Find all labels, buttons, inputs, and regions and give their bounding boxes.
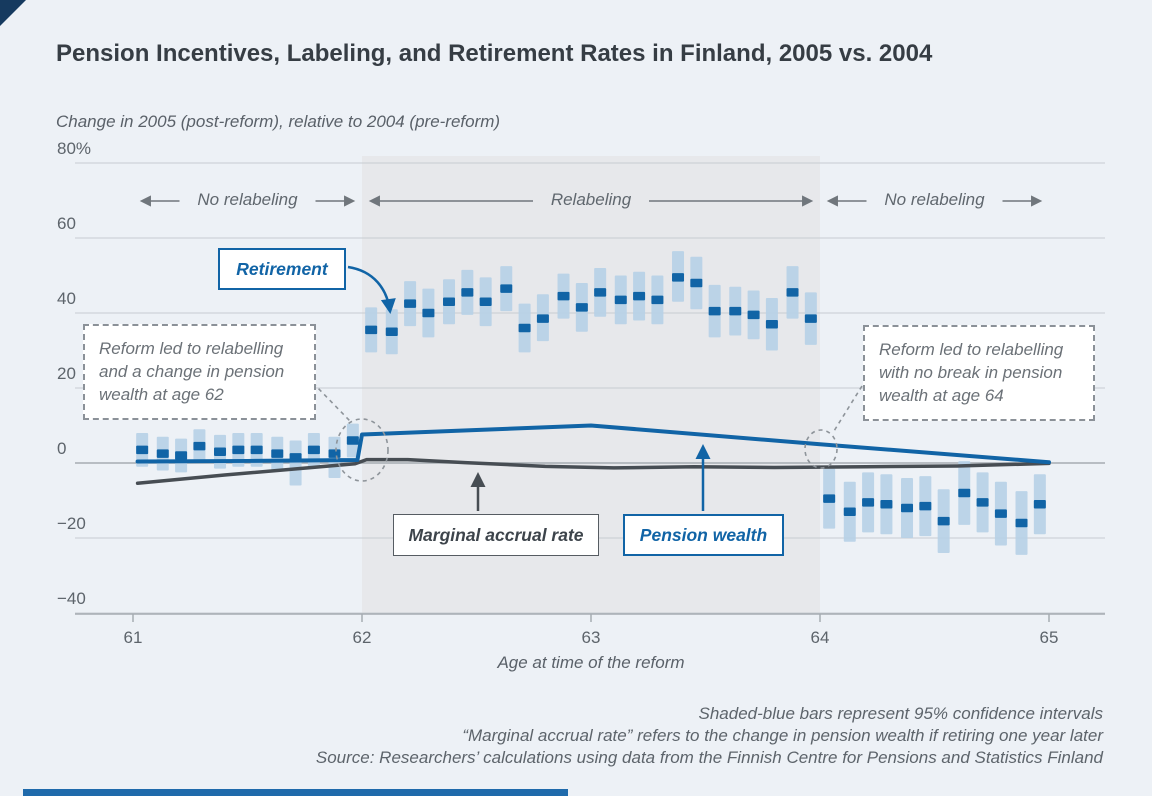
retirement-marker — [365, 326, 377, 335]
retirement-marker — [844, 508, 856, 517]
retirement-marker — [901, 504, 913, 513]
retirement-marker — [461, 288, 473, 297]
retirement-marker — [729, 307, 741, 316]
region-label: Relabeling — [550, 190, 632, 209]
bottom-accent-bar — [23, 789, 568, 796]
retirement-marker — [995, 509, 1007, 518]
retirement-marker — [329, 449, 341, 458]
retirement-marker — [175, 451, 187, 460]
age64-annotation-box: Reform led to relabelling with no break in pension wealth at age 64 — [863, 325, 1095, 421]
retirement-marker — [690, 279, 702, 288]
age62-connector-line — [313, 383, 350, 421]
y-tick-label: −40 — [57, 589, 86, 608]
y-tick-label: 20 — [57, 364, 76, 383]
footnote-line: Source: Researchers’ calculations using data from the Finnish Centre for Pensions and Statistics Finland — [315, 748, 1103, 767]
x-tick-label: 63 — [581, 628, 601, 647]
retirement-marker — [422, 309, 434, 318]
retirement-marker — [136, 446, 148, 455]
region-label: No relabeling — [884, 190, 985, 209]
y-tick-label: −20 — [57, 514, 86, 533]
retirement-marker — [576, 303, 588, 312]
retirement-marker — [271, 449, 283, 458]
retirement-marker — [919, 502, 931, 511]
retirement-callout — [218, 248, 346, 290]
retirement-marker — [977, 498, 989, 507]
retirement-marker — [1034, 500, 1046, 509]
retirement-marker — [519, 324, 531, 333]
figure-title: Pension Incentives, Labeling, and Retirement Rates in Finland, 2005 vs. 2004 — [56, 40, 933, 67]
retirement-marker — [958, 489, 970, 498]
retirement-marker — [748, 311, 760, 320]
retirement-callout-label: Retirement — [236, 258, 328, 279]
retirement-marker — [633, 292, 645, 301]
retirement-marker — [537, 314, 549, 323]
y-tick-label: 0 — [57, 439, 67, 458]
corner-accent-triangle — [0, 0, 26, 26]
retirement-marker — [787, 288, 799, 297]
y-tick-label: 60 — [57, 214, 76, 233]
marginal-accrual-callout-label: Marginal accrual rate — [408, 524, 584, 545]
retirement-marker — [232, 446, 244, 455]
y-tick-label: 40 — [57, 289, 76, 308]
x-tick-label: 64 — [810, 628, 830, 647]
retirement-marker — [558, 292, 570, 301]
footnotes — [316, 703, 1103, 769]
x-tick-label: 61 — [123, 628, 143, 647]
retirement-marker — [251, 446, 263, 455]
marginal-accrual-callout — [393, 514, 599, 556]
retirement-marker — [938, 517, 950, 526]
retirement-marker — [347, 436, 359, 445]
retirement-marker — [1016, 519, 1028, 528]
x-tick-label: 62 — [352, 628, 372, 647]
footnote-line: “Marginal accrual rate” refers to the change in pension wealth if retiring one year later — [462, 726, 1103, 745]
retirement-marker — [615, 296, 627, 305]
retirement-marker — [193, 442, 205, 451]
retirement-marker — [805, 314, 817, 323]
x-axis-title: Age at time of the reform — [497, 653, 685, 672]
retirement-marker — [308, 446, 320, 455]
ci-bar — [290, 441, 302, 486]
retirement-marker — [480, 298, 492, 307]
retirement-marker — [386, 328, 398, 337]
retirement-marker — [443, 298, 455, 307]
retirement-marker — [672, 273, 684, 282]
retirement-marker — [766, 320, 778, 329]
retirement-marker — [880, 500, 892, 509]
retirement-marker — [404, 299, 416, 308]
y-axis-caption: Change in 2005 (post-reform), relative to 2004 (pre-reform) — [56, 112, 501, 131]
retirement-marker — [709, 307, 721, 316]
age64-connector-line — [834, 386, 862, 431]
retirement-marker — [823, 494, 835, 503]
region-label: No relabeling — [197, 190, 298, 209]
retirement-marker — [214, 448, 226, 457]
x-tick-label: 65 — [1039, 628, 1059, 647]
retirement-marker — [862, 498, 874, 507]
pension-wealth-callout — [623, 514, 784, 556]
age62-annotation-box: Reform led to relabelling and a change in pension wealth at age 62 — [83, 324, 316, 420]
pension-wealth-callout-label: Pension wealth — [639, 524, 768, 545]
y-tick-label: 80% — [57, 139, 92, 158]
footnote-line: Shaded-blue bars represent 95% confidence intervals — [698, 704, 1103, 723]
retirement-marker — [651, 296, 663, 305]
retirement-marker — [157, 449, 169, 458]
retirement-marker — [500, 284, 512, 293]
retirement-marker — [594, 288, 606, 297]
